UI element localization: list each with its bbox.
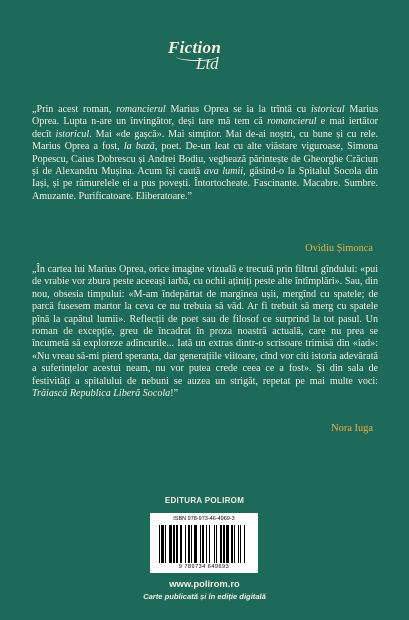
digital-edition-note: Carte publicată și în ediție digitală bbox=[143, 592, 266, 601]
barcode-digits: 9 789734 649693 bbox=[178, 564, 230, 570]
review-author-1: Ovidiu Șimonca bbox=[305, 243, 373, 254]
review-quote-1: „Prin acest roman, romancierul Marius Oprea se ia la trîntă cu istoricul Marius Oprea. Lupta n-are un învingător, deși tare mă tem că romancierul e mai iertător decît istoricul. Mai «de gașcă». Mai simțitor. Mai de-ai noștri, cu bune și cu rele. Marius Oprea a fost, la bază, poet. De-un leat cu alte viăstare viguroase, Simona Popescu, Caius Dobrescu și Andrei Bodiu, veghează părintește de Gheorghe Crăciun și de Alexandru Mușina. Acum își caută ava lumii, găsind-o la Spitalul Socola din Iași, și pe rămurelele ei a pus povești. Întortocheate. Fascinante. Macabre. Sumbre. Amuzante. Purificatoare. Eliberatoare.” bbox=[32, 104, 379, 202]
barcode-bars bbox=[159, 525, 249, 563]
barcode-bar bbox=[245, 525, 249, 563]
publisher-website: www.polirom.ro bbox=[169, 578, 240, 589]
review-quote-2: „În cartea lui Marius Oprea, orice imagine vizuală e trecută prin filtrul gîndului: «pui de vrabie vor zbura peste aceeași iarbă, cu ochii aținiți peste alte întîmplări». Sau, din nou, obsesia timpului: «M-am îndepărtat de marginea ușii, mergînd cu spatele; de parcă fusesem martor la ceva ce nu trebuia să văd. Ar fi trebuit să merg cu spatele pînă la capătul lumii». Reflecții de poet sau de filosof ce surprind la tot pasul. Un roman de excepție, greu de încadrat în proza noastră actuală, care nu prea se încumetă să exploreze adîncurile... Iată un extras dintr-o scrisoare trimisă din «iad»: «Nu vreau să-mi pierd speranța, dar generațiile viitoare, cînd vor citi istoria adevărată a suferințelor acestui neam, nu vor putea crede ceea ce a fost». Și din sala de festivități a spitalului de nebuni se auzea un strigăt, repetat pe mai multe voci: Trăiască Republica Liberă Socola!” bbox=[32, 264, 378, 400]
isbn-text: ISBN 978-973-46-4969-3 bbox=[173, 516, 235, 522]
isbn-barcode bbox=[150, 513, 258, 573]
publisher-name: EDITURA POLIROM bbox=[164, 496, 245, 505]
review-author-2: Nora Iuga bbox=[331, 423, 373, 434]
logo-fiction-text: Fiction bbox=[168, 38, 222, 57]
fiction-ltd-logo bbox=[0, 38, 409, 78]
logo-ltd-text: Ltd bbox=[196, 54, 219, 73]
